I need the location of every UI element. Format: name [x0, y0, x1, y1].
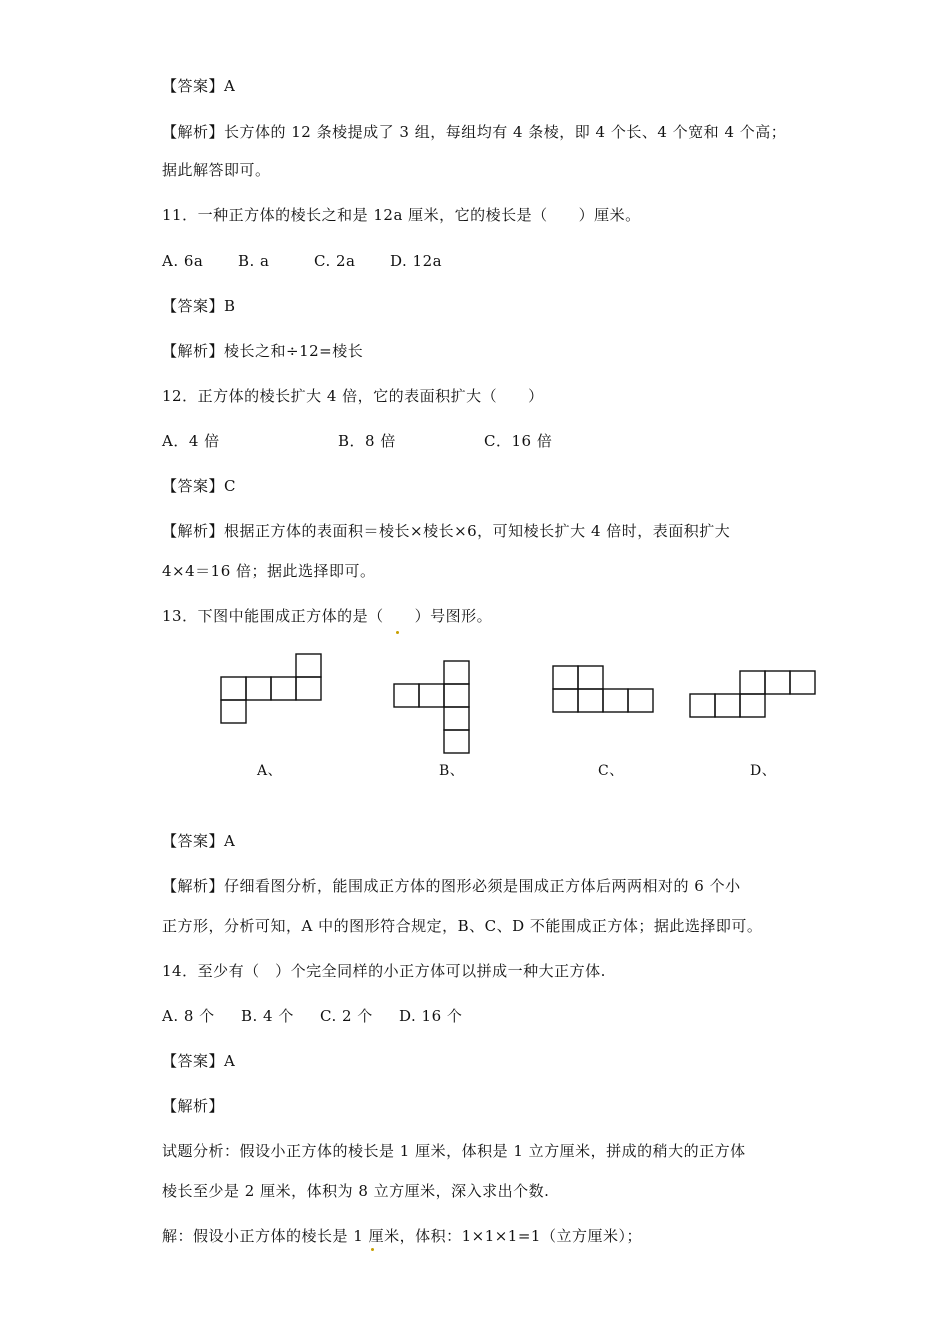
- q14-solution: 解：假设小正方体的棱长是 1 厘米，体积：1×1×1=1（立方厘米）；: [162, 1227, 642, 1245]
- q11-option-c: C. 2a: [314, 252, 356, 270]
- q11-option-d: D. 12a: [390, 252, 443, 270]
- q12-option-a: A．4 倍: [162, 432, 220, 450]
- q14-analysis-heading: 【解析】: [162, 1097, 225, 1115]
- q12-question: 12．正方体的棱长扩大 4 倍，它的表面积扩大（ ）: [162, 387, 544, 405]
- q12-analysis-line-1: 【解析】根据正方体的表面积＝棱长×棱长×6，可知棱长扩大 4 倍时，表面积扩大: [162, 522, 731, 540]
- q14-analysis-line-1: 试题分析：假设小正方体的棱长是 1 厘米，体积是 1 立方厘米，拼成的稍大的正方体: [162, 1142, 746, 1160]
- cube-net-c: [553, 666, 657, 714]
- q11-option-b: B. a: [238, 252, 270, 270]
- q12-option-b: B．8 倍: [338, 432, 396, 450]
- cube-net-a: [221, 654, 323, 724]
- cube-net-d-drawing: [690, 671, 819, 719]
- cube-net-d: [690, 671, 819, 719]
- q11-question: 11．一种正方体的棱长之和是 12a 厘米，它的棱长是（ ）厘米。: [162, 206, 641, 224]
- stray-dot-mark: [371, 1248, 374, 1251]
- q14-option-d: D. 16 个: [399, 1007, 463, 1025]
- cube-net-d-label: D、: [750, 763, 777, 779]
- q14-option-a: A. 8 个: [162, 1007, 215, 1025]
- q12-answer: 【答案】C: [162, 477, 236, 495]
- q13-answer: 【答案】A: [162, 832, 236, 850]
- q14-option-b: B. 4 个: [241, 1007, 294, 1025]
- q12-options: [162, 431, 552, 451]
- cube-net-b-label: B、: [439, 763, 465, 779]
- cube-net-b-drawing: [394, 661, 471, 756]
- q14-options: [162, 1006, 462, 1026]
- q11-analysis: 【解析】棱长之和÷12=棱长: [162, 342, 364, 360]
- cube-net-c-drawing: [553, 666, 657, 714]
- q12-option-c: C．16 倍: [484, 432, 553, 450]
- q11-options: [162, 251, 442, 271]
- stray-dot-mark: [396, 631, 399, 634]
- q12-analysis-line-2: 4×4＝16 倍；据此选择即可。: [162, 562, 376, 580]
- q14-option-c: C. 2 个: [320, 1007, 373, 1025]
- q13-analysis-line-2: 正方形，分析可知，A 中的图形符合规定，B、C、D 不能围成正方体；据此选择即可。: [162, 917, 763, 935]
- q10-analysis-line-1: 【解析】长方体的 12 条棱提成了 3 组，每组均有 4 条棱，即 4 个长、4 个宽和 4 个高；: [162, 123, 787, 141]
- q14-answer: 【答案】A: [162, 1052, 236, 1070]
- cube-net-a-label: A、: [257, 763, 283, 779]
- q14-question: 14．至少有（ ）个完全同样的小正方体可以拼成一种大正方体.: [162, 962, 606, 980]
- cube-net-c-label: C、: [598, 763, 624, 779]
- q13-analysis-line-1: 【解析】仔细看图分析，能围成正方体的图形必须是围成正方体后两两相对的 6 个小: [162, 877, 741, 895]
- cube-net-b: [394, 661, 471, 756]
- q14-analysis-line-2: 棱长至少是 2 厘米，体积为 8 立方厘米，深入求出个数.: [162, 1182, 550, 1200]
- q11-option-a: A. 6a: [162, 252, 204, 270]
- q10-analysis-line-2: 据此解答即可。: [162, 161, 271, 179]
- q13-question: 13．下图中能围成正方体的是（ ）号图形。: [162, 607, 493, 625]
- cube-net-a-drawing: [221, 654, 323, 724]
- q11-answer: 【答案】B: [162, 297, 236, 315]
- q10-answer: 【答案】A: [162, 77, 236, 95]
